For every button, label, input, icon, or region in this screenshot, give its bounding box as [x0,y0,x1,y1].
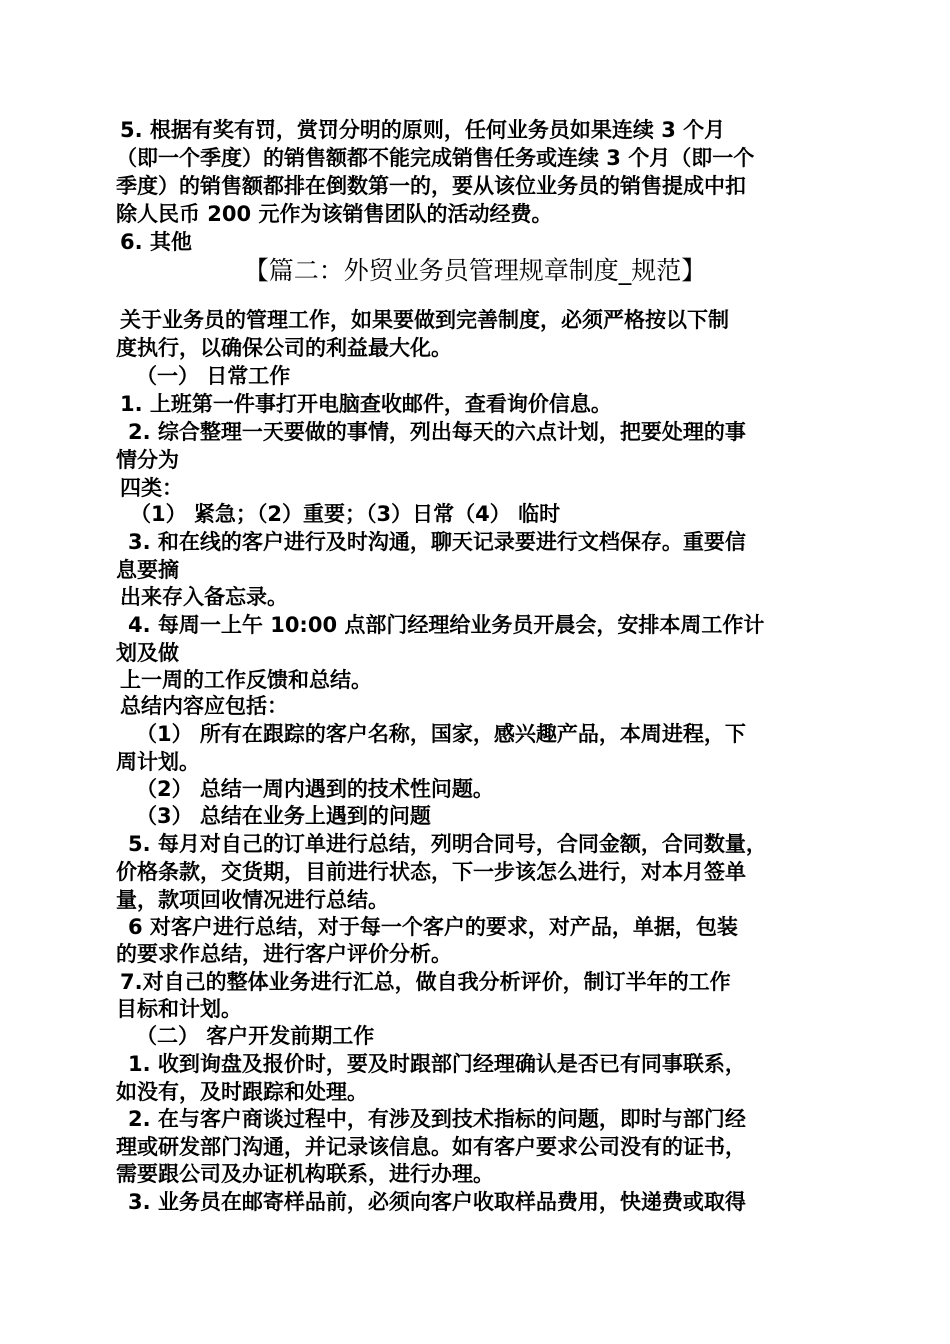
text-line: 划及做 [116,641,179,665]
text-line: 情分为 [116,448,179,472]
text-line: 1. 收到询盘及报价时，要及时跟部门经理确认是否已有同事联系， [128,1052,746,1076]
text-line: 除人民币 200 元作为该销售团队的活动经费。 [116,202,553,226]
text-line: （1） 所有在跟踪的客户名称，国家，感兴趣产品，本周进程，下 [136,722,746,746]
text-line: 6 对客户进行总结，对于每一个客户的要求，对产品，单据，包装 [128,915,738,939]
text-line: 量，款项回收情况进行总结。 [116,888,389,912]
text-line: 4. 每周一上午 10:00 点部门经理给业务员开晨会，安排本周工作计 [128,613,765,637]
text-line: （3） 总结在业务上遇到的问题 [136,804,431,828]
text-line: （2） 总结一周内遇到的技术性问题。 [136,777,494,801]
text-line: 价格条款，交货期，目前进行状态，下一步该怎么进行，对本月签单 [116,860,746,884]
text-line: 四类： [120,476,183,500]
text-line: 3. 和在线的客户进行及时沟通，聊天记录要进行文档保存。重要信 [128,530,746,554]
text-line: 上一周的工作反馈和总结。 [120,668,372,692]
text-line: 息要摘 [116,558,179,582]
text-line: 3. 业务员在邮寄样品前，必须向客户收取样品费用，快递费或取得 [128,1190,746,1214]
text-line: 季度）的销售额都排在倒数第一的，要从该位业务员的销售提成中扣 [116,174,746,198]
text-line: 如没有，及时跟踪和处理。 [116,1080,368,1104]
text-line: 5. 根据有奖有罚，赏罚分明的原则，任何业务员如果连续 3 个月 [120,118,726,142]
text-line: 1. 上班第一件事打开电脑查收邮件，查看询价信息。 [120,392,612,416]
text-line: 5. 每月对自己的订单进行总结，列明合同号，合同金额，合同数量， [128,832,767,856]
text-line: 度执行，以确保公司的利益最大化。 [116,336,452,360]
text-line: 需要跟公司及办证机构联系，进行办理。 [116,1162,494,1186]
text-line: （即一个季度）的销售额都不能完成销售任务或连续 3 个月（即一个 [116,146,755,170]
text-line: 关于业务员的管理工作，如果要做到完善制度，必须严格按以下制 [120,308,729,332]
text-line: 理或研发部门沟通，并记录该信息。如有客户要求公司没有的证书， [116,1135,746,1159]
text-line: 周计划。 [116,750,200,774]
text-line: 目标和计划。 [116,997,242,1021]
text-line: 的要求作总结，进行客户评价分析。 [116,942,452,966]
text-line: 2. 综合整理一天要做的事情，列出每天的六点计划，把要处理的事 [128,420,746,444]
subsection-heading: （二） 客户开发前期工作 [136,1024,375,1048]
text-line: 出来存入备忘录。 [120,585,288,609]
text-line: 6. 其他 [120,230,192,254]
subsection-heading: （一） 日常工作 [136,364,291,388]
text-line: 2. 在与客户商谈过程中，有涉及到技术指标的问题，即时与部门经 [128,1107,746,1131]
text-line: （1） 紧急；（2）重要；（3）日常（4） 临时 [130,502,561,526]
text-line: 总结内容应包括： [120,694,288,718]
section-title: 【篇二：外贸业务员管理规章制度_规范】 [243,256,707,285]
text-line: 7.对自己的整体业务进行汇总，做自我分析评价，制订半年的工作 [120,970,731,994]
